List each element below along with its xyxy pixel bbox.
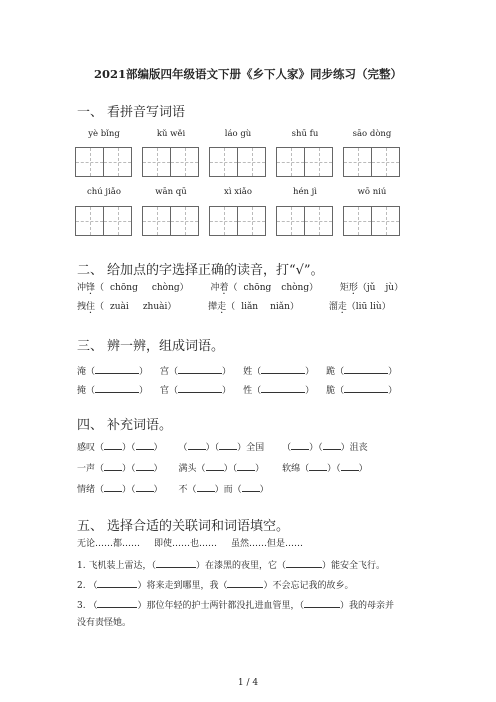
text: ） bbox=[139, 386, 149, 396]
choice-word: 溜走（ · bbox=[329, 302, 356, 312]
answer-blank[interactable] bbox=[219, 440, 237, 450]
option-item: 无论……都…… bbox=[77, 539, 141, 549]
word-row-1 bbox=[77, 364, 397, 378]
text: ） bbox=[259, 485, 269, 495]
answer-blank[interactable] bbox=[344, 383, 388, 393]
answer-blank[interactable] bbox=[261, 383, 305, 393]
answer-blank[interactable] bbox=[286, 558, 322, 568]
text: 情绪（ bbox=[77, 485, 105, 495]
text: ）全国 bbox=[237, 443, 265, 453]
answer-blank[interactable] bbox=[178, 364, 222, 374]
pinyin-line-1: 冲锋（ · chōng chòng） 冲着（ · chōng chòng） 矩形（ ·jǔ jù） bbox=[77, 282, 403, 294]
question-3-continued: 没有责怪她。 bbox=[77, 618, 132, 628]
grid-cell[interactable] bbox=[75, 147, 104, 177]
option-b[interactable]: jù bbox=[385, 283, 395, 293]
writing-grid[interactable] bbox=[75, 206, 131, 236]
answer-blank[interactable] bbox=[97, 598, 137, 608]
text: ） bbox=[255, 464, 265, 474]
text: 掩（ bbox=[77, 386, 96, 396]
grid-cell[interactable] bbox=[142, 147, 171, 177]
pinyin-label: kǔ wěi bbox=[156, 129, 186, 139]
choice-word: 冲锋（ · bbox=[77, 283, 104, 293]
answer-blank[interactable] bbox=[104, 482, 122, 492]
grid-cell[interactable] bbox=[103, 147, 132, 177]
section-number: 二、 bbox=[77, 263, 104, 278]
answer-blank[interactable] bbox=[341, 461, 359, 471]
grid-cell[interactable] bbox=[276, 206, 305, 236]
grid-cell[interactable] bbox=[371, 147, 400, 177]
section-title: 辨一辨，组成词语。 bbox=[107, 339, 225, 354]
section-3-heading bbox=[77, 335, 224, 354]
section-5-heading bbox=[77, 515, 289, 534]
text: ） bbox=[222, 386, 232, 396]
grid-cell[interactable] bbox=[209, 206, 238, 236]
text: （ bbox=[282, 443, 292, 453]
section-number: 一、 bbox=[77, 105, 104, 120]
writing-grid[interactable] bbox=[75, 147, 131, 177]
text: ）（ bbox=[223, 464, 238, 474]
question-1 bbox=[77, 558, 385, 572]
text: ） bbox=[305, 386, 315, 396]
option-b[interactable]: zhuài bbox=[142, 302, 168, 312]
text: 跪（ bbox=[326, 367, 345, 377]
pinyin-label: chú jiǎo bbox=[87, 187, 121, 197]
answer-blank[interactable] bbox=[323, 440, 341, 450]
text: ） bbox=[153, 464, 163, 474]
word-row-2 bbox=[77, 383, 397, 397]
text: ） bbox=[305, 367, 315, 377]
option-a[interactable]: liǎn bbox=[241, 302, 259, 312]
text: 软绵（ bbox=[282, 464, 310, 474]
option-a[interactable]: zuài bbox=[110, 302, 129, 312]
pinyin-label: yè bǐng bbox=[88, 129, 120, 139]
answer-blank[interactable] bbox=[237, 461, 255, 471]
answer-blank[interactable] bbox=[206, 461, 224, 471]
question-2 bbox=[77, 578, 353, 592]
text: ） bbox=[388, 386, 398, 396]
text: 不（ bbox=[178, 485, 197, 495]
text: ） bbox=[153, 485, 163, 495]
text: ）我的母亲并 bbox=[339, 601, 394, 611]
section-1-heading bbox=[77, 101, 185, 120]
idiom-row-2 bbox=[77, 461, 368, 475]
option-item: 虽然……但是…… bbox=[231, 539, 304, 549]
text: ）沮丧 bbox=[340, 443, 368, 453]
text: ）（ bbox=[309, 443, 323, 453]
choice-word: 矩形（ · bbox=[340, 283, 367, 293]
text: ） bbox=[358, 464, 368, 474]
page-title: 2021部编版四年级语文下册《乡下人家》同步练习（完整） bbox=[93, 67, 402, 81]
answer-blank[interactable] bbox=[104, 461, 122, 471]
answer-blank[interactable] bbox=[197, 482, 215, 492]
answer-blank[interactable] bbox=[97, 578, 137, 588]
grid-cell[interactable] bbox=[343, 206, 372, 236]
grid-cell[interactable] bbox=[237, 206, 266, 236]
pinyin-line-2: 拽住（ · zuài zhuài） 撵走（ · liǎn niǎn） 溜走（ ·liū liù） bbox=[77, 301, 391, 313]
option-a[interactable]: chōng bbox=[110, 283, 138, 293]
pinyin-label: xì xiǎo bbox=[224, 187, 252, 197]
answer-blank[interactable] bbox=[291, 440, 309, 450]
grid-cell[interactable] bbox=[103, 206, 132, 236]
answer-blank[interactable] bbox=[104, 440, 122, 450]
text: ）那位年轻的护士两针都没扎进血管里，（ bbox=[137, 601, 304, 611]
text: 感叹（ bbox=[77, 443, 105, 453]
grid-cell[interactable] bbox=[75, 206, 104, 236]
text: ）（ bbox=[122, 485, 136, 495]
text: ） bbox=[139, 367, 149, 377]
section-number: 四、 bbox=[77, 418, 104, 433]
text: 满头（ bbox=[178, 464, 206, 474]
pinyin-label: wān qū bbox=[155, 187, 187, 197]
pinyin-label: wō niú bbox=[357, 187, 387, 197]
writing-grid[interactable] bbox=[276, 206, 332, 236]
grid-cell[interactable] bbox=[170, 206, 199, 236]
writing-grid[interactable] bbox=[209, 206, 265, 236]
answer-blank[interactable] bbox=[156, 558, 196, 568]
text: （ bbox=[178, 443, 188, 453]
section-title: 给加点的字选择正确的读音，打“√”。 bbox=[107, 263, 324, 278]
answer-blank[interactable] bbox=[309, 461, 327, 471]
text: 宫（ bbox=[160, 367, 179, 377]
writing-grid[interactable] bbox=[343, 147, 399, 177]
answer-blank[interactable] bbox=[95, 364, 139, 374]
option-a[interactable]: liū liù bbox=[355, 302, 382, 312]
grid-cell[interactable] bbox=[142, 206, 171, 236]
choice-word: 拽住（ · bbox=[77, 302, 104, 312]
text: 3. （ bbox=[77, 601, 98, 611]
text: ）能安全飞行。 bbox=[321, 561, 385, 571]
grid-cell[interactable] bbox=[170, 147, 199, 177]
answer-blank[interactable] bbox=[304, 598, 340, 608]
grid-cell[interactable] bbox=[304, 147, 333, 177]
option-a[interactable]: chōng bbox=[243, 283, 272, 293]
section-title: 选择合适的关联词和词语填空。 bbox=[107, 519, 290, 534]
text: 淹（ bbox=[77, 367, 96, 377]
writing-grid[interactable] bbox=[343, 206, 399, 236]
pinyin-label: shū fu bbox=[291, 129, 319, 139]
question-3 bbox=[77, 598, 394, 612]
answer-blank[interactable] bbox=[261, 364, 305, 374]
text: 性（ bbox=[243, 386, 262, 396]
section-title: 补充词语。 bbox=[107, 418, 173, 433]
section-number: 三、 bbox=[77, 339, 104, 354]
grid-cell[interactable] bbox=[343, 147, 372, 177]
text: ） bbox=[153, 443, 163, 453]
section-title: 看拼音写词语 bbox=[107, 105, 186, 120]
text: ）将来走到哪里，我（ bbox=[137, 581, 228, 591]
answer-blank[interactable] bbox=[178, 383, 222, 393]
section-2-heading bbox=[77, 259, 324, 278]
pinyin-label: sāo dòng bbox=[352, 129, 392, 139]
writing-grid[interactable] bbox=[276, 147, 332, 177]
text: 一声（ bbox=[77, 464, 105, 474]
answer-blank[interactable] bbox=[242, 482, 260, 492]
pinyin-label: láo gù bbox=[224, 129, 252, 139]
text: ）（ bbox=[122, 443, 136, 453]
option-a[interactable]: jǔ bbox=[366, 283, 376, 293]
option-list bbox=[77, 538, 303, 550]
option-b[interactable]: niǎn bbox=[270, 302, 290, 312]
choice-word: 冲着（ · bbox=[210, 283, 237, 293]
choice-word: 撵走（ · bbox=[208, 302, 235, 312]
writing-grid[interactable] bbox=[142, 147, 198, 177]
answer-blank[interactable] bbox=[227, 578, 263, 588]
text: 2. （ bbox=[77, 581, 98, 591]
answer-blank[interactable] bbox=[344, 364, 388, 374]
text: ）而（ bbox=[214, 485, 242, 495]
answer-blank[interactable] bbox=[136, 440, 154, 450]
grid-cell[interactable] bbox=[371, 206, 400, 236]
idiom-row-3 bbox=[77, 482, 269, 496]
option-item: 即使……也…… bbox=[154, 539, 218, 549]
writing-grid[interactable] bbox=[209, 147, 265, 177]
text: ） bbox=[388, 367, 398, 377]
section-4-heading bbox=[77, 414, 172, 433]
option-b[interactable]: chòng bbox=[281, 283, 310, 293]
answer-blank[interactable] bbox=[136, 482, 154, 492]
page-number: 1 / 4 bbox=[237, 678, 259, 688]
text: 姓（ bbox=[243, 367, 262, 377]
text: 1. 飞机装上雷达，（ bbox=[77, 561, 156, 571]
text: ）（ bbox=[205, 443, 220, 453]
grid-cell[interactable] bbox=[304, 206, 333, 236]
text: ）在漆黑的夜里，它（ bbox=[195, 561, 286, 571]
answer-blank[interactable] bbox=[136, 461, 154, 471]
grid-cell[interactable] bbox=[209, 147, 238, 177]
text: ）（ bbox=[327, 464, 341, 474]
idiom-row-1 bbox=[77, 440, 368, 454]
text: ）不会忘记我的故乡。 bbox=[263, 581, 354, 591]
pinyin-label: hén jì bbox=[292, 187, 318, 197]
option-b[interactable]: chòng bbox=[151, 283, 180, 293]
section-number: 五、 bbox=[77, 519, 104, 534]
text: ） bbox=[222, 367, 232, 377]
writing-grid[interactable] bbox=[142, 206, 198, 236]
text: 官（ bbox=[160, 386, 179, 396]
text: ）（ bbox=[122, 464, 136, 474]
grid-cell[interactable] bbox=[276, 147, 305, 177]
text: 脆（ bbox=[326, 386, 345, 396]
answer-blank[interactable] bbox=[188, 440, 206, 450]
grid-cell[interactable] bbox=[237, 147, 266, 177]
answer-blank[interactable] bbox=[95, 383, 139, 393]
